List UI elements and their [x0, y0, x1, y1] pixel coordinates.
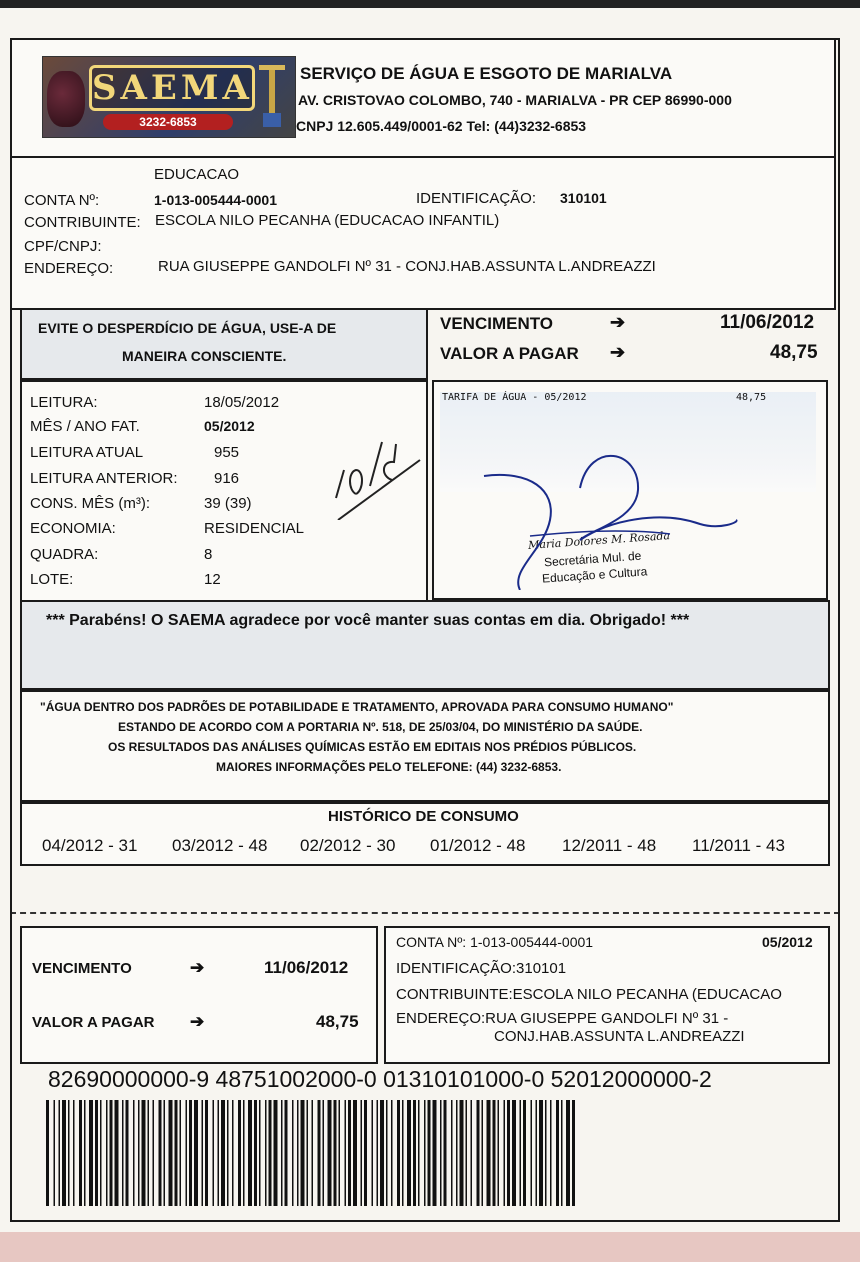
stub-address-1: ENDEREÇO:RUA GIUSEPPE GANDOLFI Nº 31 -	[396, 1010, 729, 1027]
due-date: 11/06/2012	[720, 312, 815, 333]
barcode-bar	[292, 1100, 294, 1206]
barcode-bar	[550, 1100, 552, 1206]
barcode-bar	[269, 1100, 272, 1206]
stub-due-date: 11/06/2012	[264, 958, 349, 977]
barcode-bar	[477, 1100, 480, 1206]
reading-value-0: 18/05/2012	[204, 394, 280, 411]
barcode-bar	[561, 1100, 563, 1206]
barcode-bar	[380, 1100, 384, 1206]
logo-phone: 3232-6853	[103, 114, 233, 130]
barcode-bar	[545, 1100, 547, 1206]
barcode-bar	[68, 1100, 70, 1206]
barcode-bar	[498, 1100, 500, 1206]
barcode-bar	[504, 1100, 506, 1206]
barcode-bar	[221, 1100, 225, 1206]
barcode-digits: 82690000000-9 48751002000-0 01310101000-0 52012000000-2	[48, 1066, 712, 1092]
signature-mark	[470, 440, 770, 590]
scan-bottom-edge	[0, 1232, 860, 1262]
handwritten-note	[320, 420, 430, 520]
barcode-bar	[523, 1100, 526, 1206]
barcode-bar	[451, 1100, 453, 1206]
barcode-bar	[159, 1100, 162, 1206]
barcode-bar	[232, 1100, 234, 1206]
barcode-bar	[323, 1100, 325, 1206]
reading-value-3: 916	[214, 470, 240, 487]
barcode-bar	[433, 1100, 437, 1206]
reading-value-5: RESIDENCIAL	[204, 520, 305, 537]
scan-top-edge	[0, 0, 860, 8]
quality-line-3: OS RESULTADOS DAS ANÁLISES QUÍMICAS ESTÃO EM EDITAIS NOS PRÉDIOS PÚBLICOS.	[108, 740, 637, 754]
barcode-bar	[361, 1100, 363, 1206]
stub-due-label: VENCIMENTO	[32, 960, 132, 977]
stub-due-box	[20, 926, 378, 1064]
reading-label-6: QUADRA:	[30, 546, 99, 563]
barcode-bar	[46, 1100, 49, 1206]
saema-logo	[42, 56, 296, 138]
cpf-label: CPF/CNPJ:	[24, 238, 102, 255]
amount-label: VALOR A PAGAR	[440, 344, 579, 363]
barcode-bar	[54, 1100, 56, 1206]
reading-label-4: CONS. MÊS (m³):	[30, 495, 150, 512]
reading-value-2: 955	[214, 444, 240, 461]
identification-value: 310101	[560, 190, 607, 206]
reading-label-7: LOTE:	[30, 571, 74, 588]
barcode-bar	[89, 1100, 93, 1206]
amount-value: 48,75	[770, 342, 818, 363]
stub-due-arrow-icon: ➔	[190, 958, 205, 977]
barcode-bar	[138, 1100, 140, 1206]
barcode-bar	[353, 1100, 357, 1206]
stub-address-2: CONJ.HAB.ASSUNTA L.ANDREAZZI	[494, 1028, 745, 1045]
barcode-bar	[460, 1100, 464, 1206]
quality-line-2: ESTANDO DE ACORDO COM A PORTARIA Nº. 518, DE 25/03/04, DO MINISTÉRIO DA SAÚDE.	[118, 720, 643, 734]
barcode-bar	[386, 1100, 388, 1206]
company-name: SERVIÇO DE ÁGUA E ESGOTO DE MARIALVA	[300, 64, 673, 83]
barcode-bar	[318, 1100, 321, 1206]
contributor-value: ESCOLA NILO PECANHA (EDUCACAO INFANTIL)	[155, 212, 500, 229]
barcode-bar	[243, 1100, 245, 1206]
barcode-bar	[413, 1100, 416, 1206]
barcode-bar	[285, 1100, 288, 1206]
stub-amount-value: 48,75	[316, 1012, 359, 1031]
notice-line-2: MANEIRA CONSCIENTE.	[122, 348, 287, 364]
thanks-message: *** Parabéns! O SAEMA agradece por você manter suas contas em dia. Obrigado! ***	[46, 612, 690, 629]
stub-identification: IDENTIFICAÇÃO:310101	[396, 960, 567, 977]
address-label: ENDEREÇO:	[24, 260, 114, 277]
barcode-bar	[364, 1100, 367, 1206]
barcode-bar	[110, 1100, 113, 1206]
barcode-bar	[238, 1100, 241, 1206]
barcode-bar	[164, 1100, 166, 1206]
barcode-bar	[418, 1100, 420, 1206]
history-title: HISTÓRICO DE CONSUMO	[328, 808, 519, 825]
identification-label: IDENTIFICAÇÃO:	[416, 190, 537, 207]
history-item-0: 04/2012 - 31	[42, 836, 138, 855]
reading-value-4: 39 (39)	[204, 495, 252, 512]
history-item-4: 12/2011 - 48	[562, 836, 657, 855]
reading-label-0: LEITURA:	[30, 394, 98, 411]
barcode-bar	[194, 1100, 198, 1206]
barcode	[46, 1100, 576, 1206]
tariff-value: 48,75	[736, 392, 767, 403]
barcode-bar	[274, 1100, 278, 1206]
barcode-bar	[180, 1100, 182, 1206]
barcode-bar	[407, 1100, 411, 1206]
notice-box	[20, 308, 428, 380]
barcode-bar	[402, 1100, 404, 1206]
stub-month: 05/2012	[762, 934, 813, 950]
history-box	[20, 802, 830, 866]
reading-value-6: 8	[204, 546, 213, 563]
barcode-bar	[466, 1100, 468, 1206]
barcode-bar	[301, 1100, 305, 1206]
reading-value-7: 12	[204, 571, 221, 588]
due-label: VENCIMENTO	[440, 314, 554, 333]
account-label: CONTA Nº:	[24, 192, 100, 209]
barcode-bar	[444, 1100, 447, 1206]
barcode-bar	[218, 1100, 220, 1206]
barcode-bar	[572, 1100, 575, 1206]
barcode-bar	[189, 1100, 192, 1206]
contributor-label: CONTRIBUINTE:	[24, 214, 141, 231]
barcode-bar	[334, 1100, 337, 1206]
stamp-dept: Educação e Cultura	[541, 564, 648, 586]
reading-label-3: LEITURA ANTERIOR:	[30, 470, 178, 487]
barcode-bar	[84, 1100, 86, 1206]
account-value: 1-013-005444-0001	[154, 192, 277, 208]
history-item-1: 03/2012 - 48	[172, 836, 268, 855]
barcode-bar	[126, 1100, 129, 1206]
barcode-bar	[265, 1100, 267, 1206]
reading-label-1: MÊS / ANO FAT.	[30, 418, 140, 435]
barcode-bar	[345, 1100, 347, 1206]
stamp-name: Maria Dolores M. Rosada	[527, 529, 671, 552]
quality-box	[20, 690, 830, 802]
barcode-bar	[297, 1100, 299, 1206]
company-cnpj-phone: CNPJ 12.605.449/0001-62 Tel: (44)3232-6853	[296, 118, 587, 134]
barcode-bar	[115, 1100, 119, 1206]
stub-account: CONTA Nº: 1-013-005444-0001	[396, 934, 594, 950]
stub-contributor: CONTRIBUINTE:ESCOLA NILO PECANHA (EDUCACAO	[396, 986, 782, 1003]
barcode-bar	[372, 1100, 374, 1206]
barcode-bar	[175, 1100, 178, 1206]
history-item-3: 01/2012 - 48	[430, 836, 526, 855]
logo-wordmark: SAEMA	[89, 65, 255, 111]
barcode-bar	[512, 1100, 516, 1206]
notice-line-1: EVITE O DESPERDÍCIO DE ÁGUA, USE-A DE	[38, 320, 337, 336]
reading-label-2: LEITURA ATUAL	[30, 444, 144, 461]
barcode-bar	[440, 1100, 442, 1206]
barcode-bar	[248, 1100, 252, 1206]
barcode-bar	[493, 1100, 496, 1206]
barcode-bar	[391, 1100, 393, 1206]
barcode-bar	[59, 1100, 61, 1206]
barcode-bar	[536, 1100, 538, 1206]
barcode-bar	[328, 1100, 332, 1206]
barcode-bar	[531, 1100, 533, 1206]
barcode-bar	[202, 1100, 204, 1206]
stub-amount-label: VALOR A PAGAR	[32, 1014, 155, 1031]
address-value: RUA GIUSEPPE GANDOLFI Nº 31 - CONJ.HAB.ASSUNTA L.ANDREAZZI	[158, 258, 656, 275]
barcode-bar	[62, 1100, 66, 1206]
customer-category: EDUCACAO	[154, 166, 240, 183]
barcode-bar	[148, 1100, 150, 1206]
barcode-bar	[281, 1100, 283, 1206]
barcode-bar	[377, 1100, 379, 1206]
tariff-label: TARIFA DE ÁGUA - 05/2012	[442, 392, 587, 403]
barcode-bar	[312, 1100, 314, 1206]
barcode-bar	[307, 1100, 309, 1206]
header-box	[10, 38, 836, 160]
barcode-bar	[213, 1100, 215, 1206]
barcode-bar	[73, 1100, 75, 1206]
barcode-bar	[142, 1100, 146, 1206]
customer-box	[10, 156, 836, 310]
barcode-bar	[153, 1100, 155, 1206]
barcode-bar	[95, 1100, 98, 1206]
stamp-role: Secretária Mul. de	[543, 548, 642, 570]
barcode-bar	[487, 1100, 491, 1206]
barcode-bar	[339, 1100, 341, 1206]
company-address: AV. CRISTOVAO COLOMBO, 740 - MARIALVA - PR CEP 86990-000	[298, 92, 732, 108]
barcode-bar	[428, 1100, 431, 1206]
barcode-bar	[456, 1100, 458, 1206]
due-arrow-icon: ➔	[610, 312, 626, 332]
quality-line-4: MAIORES INFORMAÇÕES PELO TELEFONE: (44) 3232-6853.	[216, 760, 562, 774]
barcode-bar	[259, 1100, 261, 1206]
cut-line	[10, 912, 840, 914]
barcode-bar	[169, 1100, 173, 1206]
barcode-bar	[556, 1100, 559, 1206]
reading-value-1: 05/2012	[204, 418, 255, 434]
barcode-bar	[106, 1100, 108, 1206]
barcode-bar	[539, 1100, 543, 1206]
reading-label-5: ECONOMIA:	[30, 520, 116, 537]
barcode-bar	[397, 1100, 400, 1206]
barcode-bar	[424, 1100, 426, 1206]
amount-arrow-icon: ➔	[610, 342, 626, 362]
history-item-5: 11/2011 - 43	[692, 836, 785, 855]
barcode-bar	[482, 1100, 484, 1206]
stub-amount-arrow-icon: ➔	[190, 1012, 205, 1031]
quality-line-1: "ÁGUA DENTRO DOS PADRÕES DE POTABILIDADE E TRATAMENTO, APROVADA PARA CONSUMO HUMANO"	[40, 700, 674, 714]
barcode-bar	[507, 1100, 510, 1206]
barcode-bar	[227, 1100, 229, 1206]
barcode-bar	[566, 1100, 570, 1206]
thanks-box	[20, 600, 830, 690]
barcode-bar	[79, 1100, 82, 1206]
barcode-bar	[133, 1100, 135, 1206]
barcode-bar	[520, 1100, 522, 1206]
barcode-bar	[186, 1100, 188, 1206]
barcode-bar	[205, 1100, 208, 1206]
stub-account-box	[384, 926, 830, 1064]
faucet-icon	[255, 61, 289, 131]
barcode-bar	[100, 1100, 102, 1206]
history-item-2: 02/2012 - 30	[300, 836, 396, 855]
grapes-icon	[47, 71, 85, 127]
barcode-bar	[122, 1100, 124, 1206]
barcode-bar	[254, 1100, 257, 1206]
barcode-bar	[471, 1100, 473, 1206]
barcode-bar	[348, 1100, 351, 1206]
